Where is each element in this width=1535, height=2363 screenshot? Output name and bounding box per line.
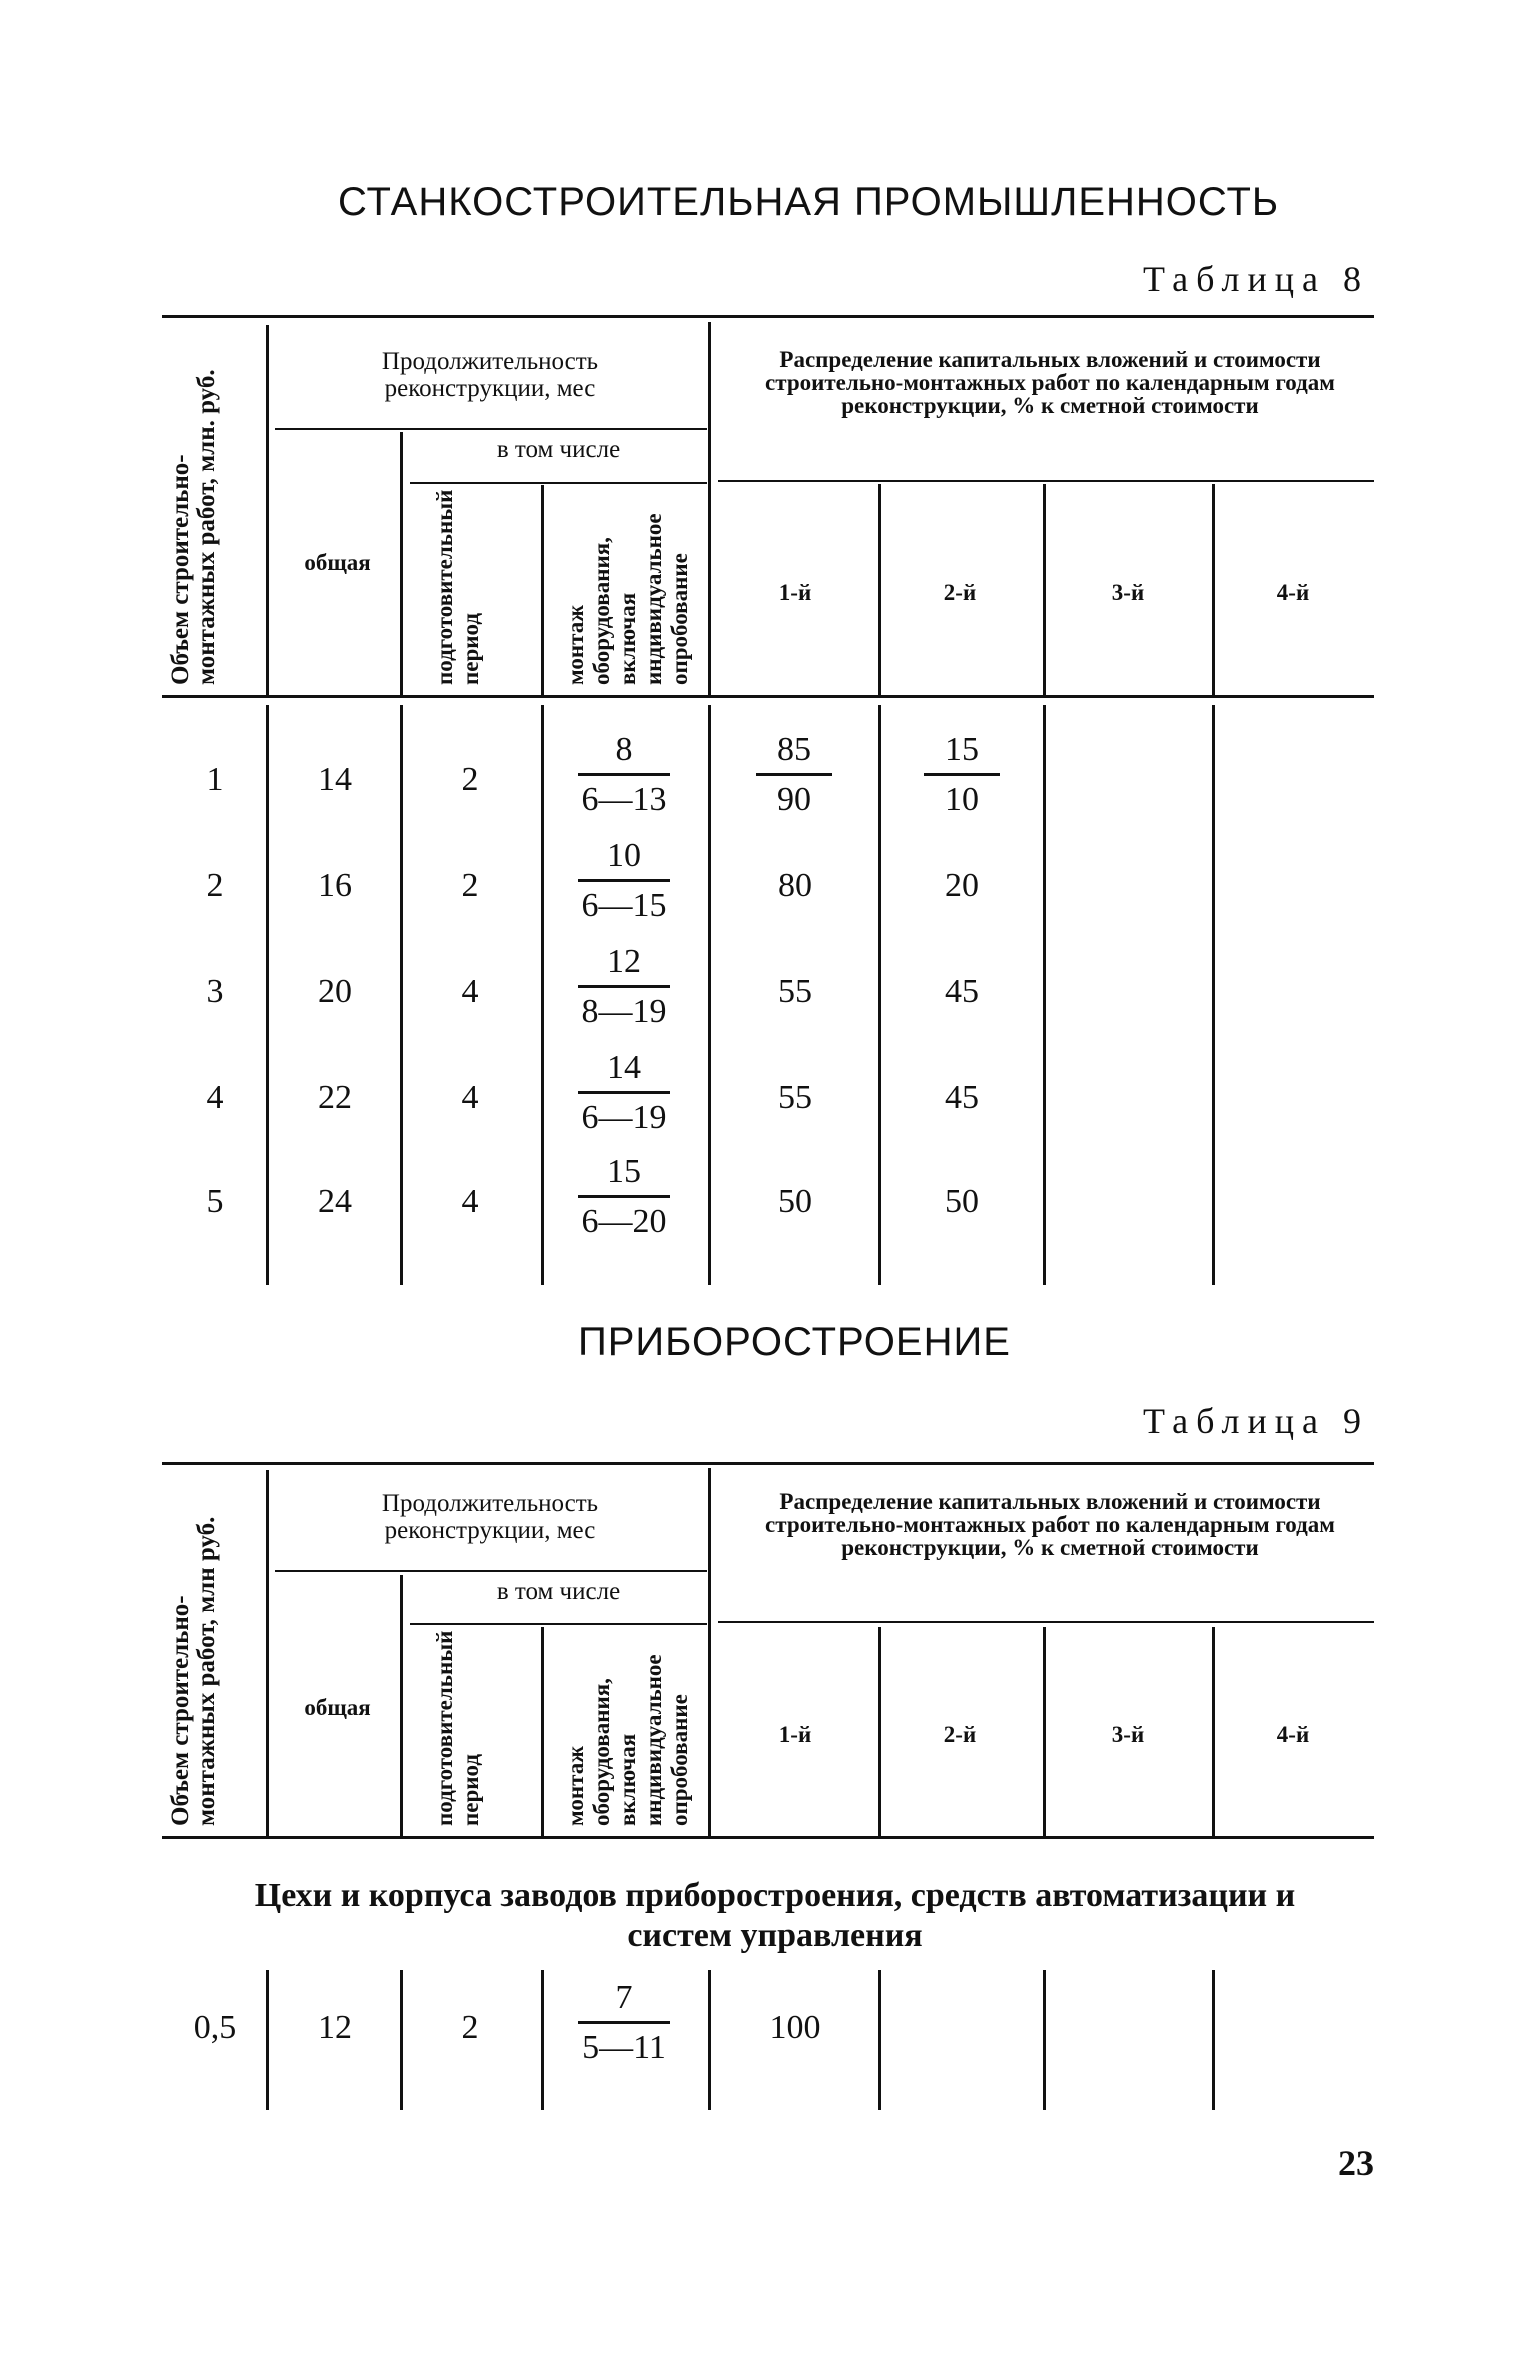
fraction-numerator: 85 <box>777 731 811 768</box>
cell-volume: 0,5 <box>193 2009 237 2046</box>
col-divider <box>400 432 403 695</box>
col-divider <box>266 705 269 1285</box>
fraction-denominator: 5—11 <box>582 2029 666 2066</box>
header-install: монтаж оборудования, включая индивидуальное опробование <box>563 1654 692 1826</box>
col-divider <box>400 705 403 1285</box>
col-divider <box>708 1970 711 2110</box>
cell-year1: 80 <box>778 867 812 904</box>
cell-install-fraction <box>578 836 670 926</box>
header-duration: Продолжительность реконструкции, мес <box>381 348 599 402</box>
table-subheading: Цехи и корпуса заводов приборостроения, средств автоматизации и систем управления <box>254 1877 1296 1954</box>
header-volume: Объем строительно-монтажных работ, млн. руб. <box>167 369 220 685</box>
cell-total: 24 <box>318 1183 352 1220</box>
cell-year1: 55 <box>778 1079 812 1116</box>
fraction-denominator: 8—19 <box>581 993 667 1030</box>
header-total: общая <box>304 550 371 575</box>
fraction-numerator: 15 <box>607 1153 641 1190</box>
fraction-numerator: 14 <box>607 1049 641 1086</box>
col-divider <box>878 1970 881 2110</box>
table-label: Таблица 9 <box>1143 1401 1369 1441</box>
header-rule-duration <box>275 428 707 430</box>
table-top-rule <box>162 1462 1374 1465</box>
header-prep: подготовительный период <box>432 1630 483 1826</box>
col-divider <box>541 1627 544 1836</box>
col-divider <box>1212 1970 1215 2110</box>
header-bottom-rule <box>162 1836 1374 1839</box>
fraction-denominator: 6—15 <box>581 887 667 924</box>
header-install: монтаж оборудования, включая индивидуальное опробование <box>563 513 692 685</box>
fraction-bar <box>578 2021 670 2024</box>
cell-volume: 1 <box>206 761 224 798</box>
header-year-1: 1-й <box>778 580 812 605</box>
cell-prep: 4 <box>461 1079 479 1116</box>
table-label: Таблица 8 <box>1143 259 1369 299</box>
cell-year2: 20 <box>945 867 979 904</box>
header-year-3: 3-й <box>1111 580 1145 605</box>
header-duration: Продолжительность реконструкции, мес <box>381 1490 599 1544</box>
col-divider <box>708 322 711 695</box>
col-divider <box>1043 705 1046 1285</box>
cell-total: 14 <box>318 761 352 798</box>
fraction-numerator: 7 <box>615 1979 633 2016</box>
header-bottom-rule <box>162 695 1374 698</box>
header-total: общая <box>304 1695 371 1720</box>
fraction-numerator: 8 <box>615 731 633 768</box>
cell-volume: 3 <box>206 973 224 1010</box>
col-divider <box>400 1970 403 2110</box>
header-rule-distribution <box>718 480 1374 482</box>
fraction-bar <box>756 773 832 776</box>
col-divider <box>1212 1627 1215 1836</box>
header-including: в том числе <box>496 1578 621 1605</box>
header-rule-duration <box>275 1570 707 1572</box>
col-divider <box>1212 484 1215 695</box>
col-divider <box>878 484 881 695</box>
cell-volume: 2 <box>206 867 224 904</box>
col-divider <box>708 1468 711 1836</box>
cell-prep: 4 <box>461 973 479 1010</box>
cell-year1: 55 <box>778 973 812 1010</box>
col-divider <box>1043 1970 1046 2110</box>
cell-year2: 45 <box>945 973 979 1010</box>
col-divider <box>266 1470 269 1836</box>
fraction-numerator: 12 <box>607 943 641 980</box>
header-year-4: 4-й <box>1276 580 1310 605</box>
header-rule-including <box>410 482 707 484</box>
fraction-denominator: 6—13 <box>581 781 667 818</box>
col-divider <box>1212 705 1215 1285</box>
col-divider <box>541 705 544 1285</box>
cell-volume: 5 <box>206 1183 224 1220</box>
cell-total: 20 <box>318 973 352 1010</box>
cell-prep: 2 <box>461 761 479 798</box>
cell-total: 16 <box>318 867 352 904</box>
fraction-denominator: 90 <box>777 781 811 818</box>
col-divider <box>400 1575 403 1836</box>
fraction-denominator: 10 <box>945 781 979 818</box>
section-title: СТАНКОСТРОИТЕЛЬНАЯ ПРОМЫШЛЕННОСТЬ <box>338 180 1280 224</box>
fraction-denominator: 6—20 <box>581 1203 667 1240</box>
cell-install-fraction <box>578 1152 670 1242</box>
header-year-3: 3-й <box>1111 1722 1145 1747</box>
col-divider <box>541 485 544 695</box>
col-divider <box>266 1970 269 2110</box>
cell-total: 12 <box>318 2009 352 2046</box>
header-distribution: Распределение капитальных вложений и стоимости строительно-монтажных работ по календарным годам реконструкции, % к сметной стоимости <box>765 1489 1335 1560</box>
col-divider <box>1043 484 1046 695</box>
header-including: в том числе <box>496 436 621 463</box>
fraction-numerator: 15 <box>945 731 979 768</box>
cell-volume: 4 <box>206 1079 224 1116</box>
page-number: 23 <box>1338 2143 1374 2183</box>
header-rule-including <box>410 1623 707 1625</box>
header-prep: подготовительный период <box>432 489 483 685</box>
cell-install-fraction <box>578 1048 670 1138</box>
header-volume: Объем строительно-монтажных работ, млн руб. <box>167 1516 220 1826</box>
header-distribution: Распределение капитальных вложений и стоимости строительно-монтажных работ по календарным годам реконструкции, % к сметной стоимости <box>765 347 1335 418</box>
cell-prep: 4 <box>461 1183 479 1220</box>
cell-year1: 100 <box>769 2009 821 2046</box>
cell-year1: 50 <box>778 1183 812 1220</box>
fraction-bar <box>578 1091 670 1094</box>
fraction-numerator: 10 <box>607 837 641 874</box>
cell-total: 22 <box>318 1079 352 1116</box>
cell-prep: 2 <box>461 2009 479 2046</box>
cell-year2-fraction <box>924 730 1000 820</box>
col-divider <box>878 705 881 1285</box>
fraction-bar <box>578 773 670 776</box>
col-divider <box>1043 1627 1046 1836</box>
col-divider <box>878 1627 881 1836</box>
cell-install-fraction <box>578 1978 670 2068</box>
fraction-bar <box>578 985 670 988</box>
cell-year2: 50 <box>945 1183 979 1220</box>
cell-install-fraction <box>578 730 670 820</box>
cell-year2: 45 <box>945 1079 979 1116</box>
fraction-bar <box>924 773 1000 776</box>
col-divider <box>541 1970 544 2110</box>
col-divider <box>708 705 711 1285</box>
fraction-bar <box>578 879 670 882</box>
col-divider <box>266 325 269 695</box>
header-year-2: 2-й <box>943 1722 977 1747</box>
header-year-1: 1-й <box>778 1722 812 1747</box>
section-title: ПРИБОРОСТРОЕНИЕ <box>578 1320 1011 1364</box>
header-rule-distribution <box>718 1621 1374 1623</box>
cell-year1-fraction <box>756 730 832 820</box>
cell-prep: 2 <box>461 867 479 904</box>
table-top-rule <box>162 315 1374 318</box>
fraction-bar <box>578 1195 670 1198</box>
header-year-2: 2-й <box>943 580 977 605</box>
fraction-denominator: 6—19 <box>581 1099 667 1136</box>
cell-install-fraction <box>578 942 670 1032</box>
header-year-4: 4-й <box>1276 1722 1310 1747</box>
